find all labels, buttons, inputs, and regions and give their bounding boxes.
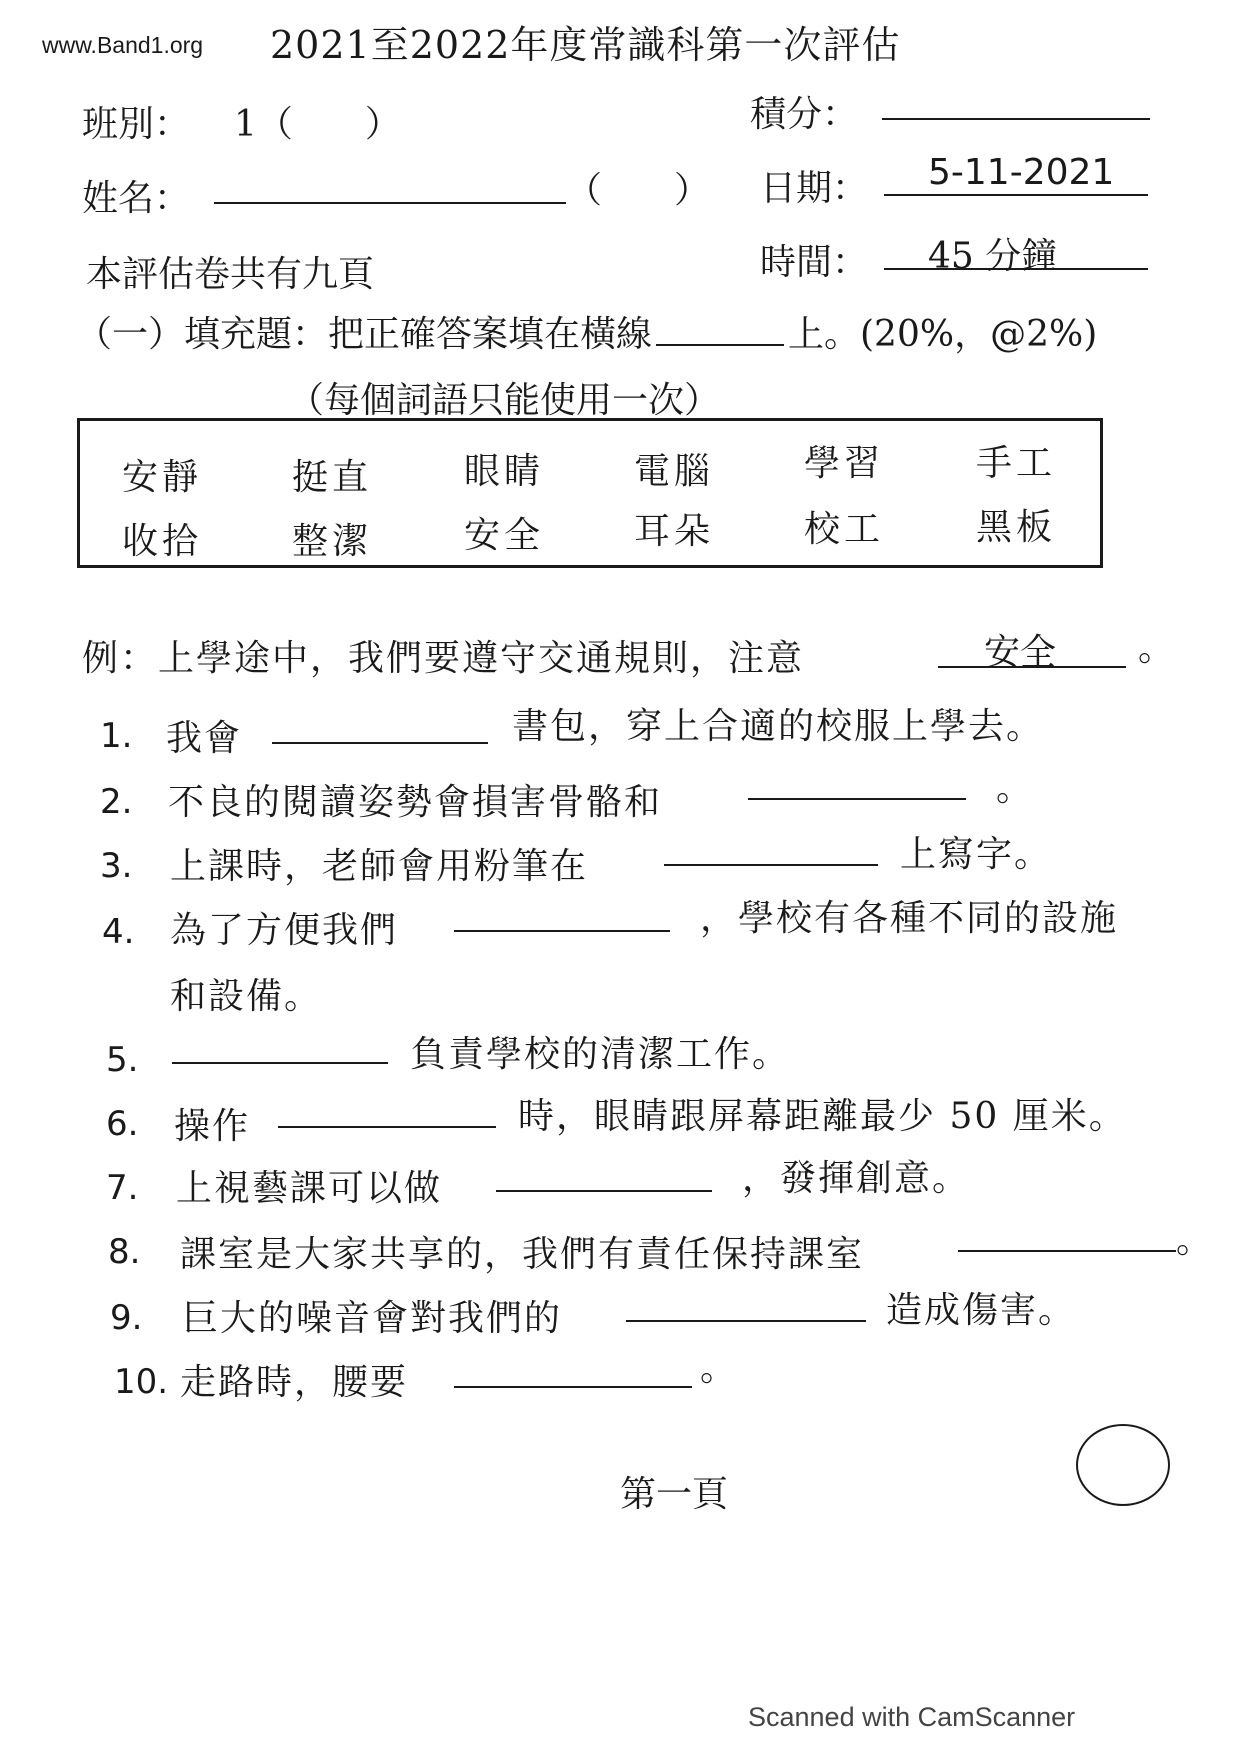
question-text: 操作 — [174, 1106, 251, 1147]
watermark-text: www.Band1.org — [42, 32, 204, 58]
question-number: 4. — [102, 912, 135, 952]
section-subnote: （每個詞語只能使用一次） — [288, 380, 721, 421]
time-value: 45 分鐘 — [928, 236, 1058, 277]
question-text: 造成傷害。 — [886, 1290, 1077, 1331]
word-bank-item: 學習 — [804, 443, 885, 484]
question-number: 9. — [110, 1298, 143, 1338]
answer-blank[interactable] — [272, 742, 488, 744]
question-number: 6. — [106, 1104, 139, 1144]
example-text: 例：上學途中，我們要遵守交通規則，注意 — [82, 638, 805, 679]
answer-blank[interactable] — [454, 1386, 692, 1388]
word-bank-item: 收拾 — [122, 521, 203, 562]
question-text-continued: 和設備。 — [170, 976, 323, 1017]
question-text: 為了方便我們 — [170, 910, 399, 951]
question-number: 3. — [100, 846, 133, 886]
answer-blank[interactable] — [496, 1190, 712, 1192]
question-text: 。 — [700, 1348, 739, 1389]
answer-blank[interactable] — [172, 1062, 388, 1064]
sample-blank-line — [656, 344, 784, 346]
question-text: 負責學校的清潔工作。 — [410, 1034, 791, 1075]
question-text: 時，眼睛跟屏幕距離最少 50 厘米。 — [518, 1096, 1127, 1137]
question-text: 巨大的噪音會對我們的 — [182, 1298, 563, 1339]
example-end: 。 — [1138, 628, 1177, 669]
word-bank-item: 手工 — [976, 443, 1057, 484]
word-bank-item: 校工 — [804, 509, 885, 550]
question-number: 8. — [108, 1232, 141, 1272]
question-text: 書包，穿上合適的校服上學去。 — [512, 706, 1045, 747]
question-text: 上視藝課可以做 — [176, 1168, 443, 1209]
score-circle — [1076, 1424, 1170, 1506]
question-text: 課室是大家共享的，我們有責任保持課室 — [180, 1234, 865, 1275]
date-value: 5-11-2021 — [928, 152, 1115, 193]
time-label: 時間： — [760, 242, 869, 283]
question-number: 7. — [106, 1168, 139, 1208]
page-title: 2021至2022年度常識科第一次評估 — [270, 23, 901, 67]
question-text: 走路時，腰要 — [180, 1362, 409, 1403]
question-text: 上課時，老師會用粉筆在 — [170, 846, 589, 887]
word-bank-item: 安靜 — [122, 457, 203, 498]
page-number: 第一頁 — [620, 1474, 729, 1515]
answer-blank[interactable] — [664, 864, 878, 866]
pages-note: 本評估卷共有九頁 — [86, 254, 375, 295]
question-number: 2. — [100, 782, 133, 822]
answer-blank[interactable] — [748, 798, 966, 800]
example-answer: 安全 — [984, 632, 1057, 673]
question-text: ，發揮創意。 — [742, 1158, 971, 1199]
name-label: 姓名： — [82, 178, 191, 219]
date-line — [884, 194, 1148, 196]
question-number: 5. — [106, 1040, 139, 1080]
date-label: 日期： — [760, 168, 869, 209]
question-text: 。 — [996, 768, 1035, 809]
score-blank[interactable] — [882, 118, 1150, 120]
question-text: 不良的閱讀姿勢會損害骨骼和 — [168, 782, 663, 823]
word-bank — [77, 418, 1103, 568]
answer-blank[interactable] — [958, 1250, 1176, 1252]
answer-blank[interactable] — [454, 930, 670, 932]
word-bank-item: 眼睛 — [464, 451, 545, 492]
answer-blank[interactable] — [626, 1320, 866, 1322]
section-heading-tail: 上。(20%，@2%) — [788, 314, 1098, 355]
name-number-paren: （ ） — [566, 170, 711, 211]
question-text: ，學校有各種不同的設施 — [700, 898, 1119, 939]
question-number: 10. — [114, 1362, 169, 1402]
question-text: 上寫字。 — [900, 834, 1053, 875]
scanner-watermark: Scanned with CamScanner — [748, 1702, 1076, 1732]
question-text: 我會 — [166, 718, 243, 759]
word-bank-item: 黑板 — [976, 507, 1057, 548]
question-number: 1. — [100, 716, 133, 756]
word-bank-item: 挺直 — [292, 457, 373, 498]
class-label: 班別： — [82, 104, 191, 145]
question-text: 。 — [1176, 1220, 1215, 1261]
section-heading — [76, 306, 1097, 357]
answer-blank[interactable] — [278, 1126, 496, 1128]
word-bank-item: 耳朵 — [634, 511, 715, 552]
name-blank[interactable] — [214, 202, 566, 204]
class-value: 1（ ） — [234, 104, 401, 145]
score-label: 積分： — [750, 94, 859, 135]
section-heading-text: （一）填充題：把正確答案填在橫線 — [76, 314, 653, 355]
word-bank-item: 安全 — [464, 515, 545, 556]
word-bank-item: 電腦 — [634, 451, 715, 492]
word-bank-item: 整潔 — [292, 521, 373, 562]
